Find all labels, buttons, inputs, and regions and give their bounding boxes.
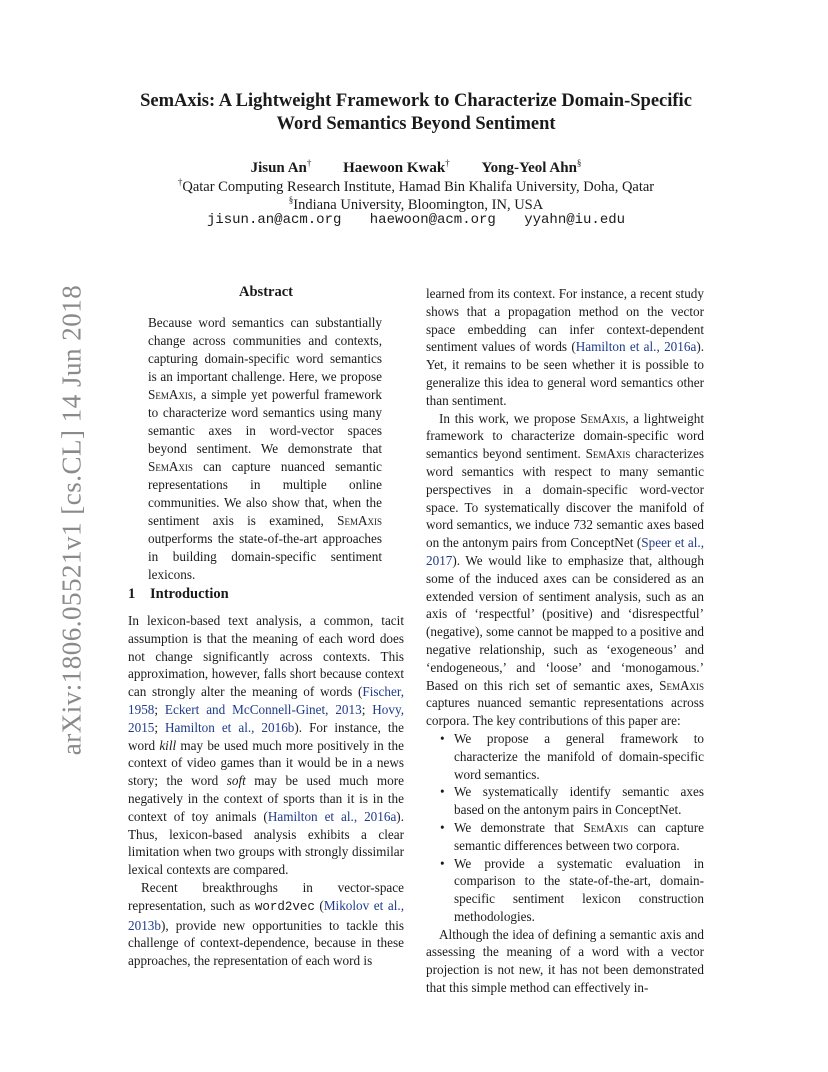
affiliation: †Qatar Computing Research Institute, Hamad Bin Khalifa University, Doha, Qatar [177,177,655,195]
right-column-flow [426,285,704,410]
citation-link[interactable]: Hovy, 2015 [128,701,404,735]
affiliation: §Indiana University, Bloomington, IN, USA [288,195,544,213]
right-column-body [426,285,704,997]
citation-link[interactable]: Mikolov et al., 2013b [128,897,404,933]
list-item: • We propose a general framework to characterize the manifold of domain-specific word semantics. [440,730,704,782]
arxiv-sidebar-stamp [52,284,92,756]
section-number: 1 [128,586,136,602]
title-line-2: Word Semantics Beyond Sentiment [276,114,556,134]
bullet-icon: • [440,855,445,871]
paragraph: In this work, we propose SemAxis, a lightweight framework to characterize domain-specific word semantics beyond sentiment. SemAxis characterizes word semantics with respect to many semantic perspectives in a domain-specific word-vector space. To systematically discover the manifold of word semantics, we induce 732 semantic axes based on the antonym pairs from ConceptNet (Speer et al., 2017). We would like to emphasize that, although some of the induced axes can be considered as an extended version of sentiment analysis, such as an axis of ‘respectful’ (positive) and ‘disrespectful’ (negative), some cannot be mapped to a positive and negative relationship, such as ‘exogeneous’ and ‘endogeneous,’ and ‘loose’ and ‘monogamous.’ Based on this rich set of semantic axes, SemAxis captures nuanced semantic representations across corpora. The key contributions of this paper are: [426,410,704,729]
email: yyahn@iu.edu [524,212,626,228]
contribution-list [426,730,704,926]
citation-link[interactable]: Speer et al., 2017 [426,535,704,568]
email: jisun.an@acm.org [206,212,342,228]
list-item: • We systematically identify semantic axes based on the antonym pairs in ConceptNet. [440,784,704,818]
paragraph: Recent breakthroughs in vector-space representation, such as word2vec (Mikolov et al., 2013b), provide new opportunities to tackle this challenge of context-dependence, because in these approaches, the representation of each word is [128,879,404,969]
paragraph-continued: learned from its context. For instance, a recent study shows that a propagation method on the vector space embedding can infer context-dependent sentiment values of words (Hamilton et al., 2016a). Yet, it remains to be seen whether it is possible to generalize this idea to general word semantics other than sentiment. [426,286,705,408]
title-line-1: SemAxis: A Lightweight Framework to Characterize Domain-Specific [140,91,692,111]
citation-link[interactable]: Fischer, 1958 [128,684,404,717]
bullet-icon: • [440,784,445,800]
arxiv-identifier: arXiv:1806.05521v1 [cs.CL] 14 Jun 2018 [56,284,87,756]
author-list [100,158,732,177]
author-emails [100,212,732,228]
abstract-text: Because word semantics can substantially change across communities and contexts, capturing domain-specific word semantics is an important challenge. Here, we propose SemAxis, a simple yet powerful framework to characterize word semantics using many semantic axes in word-vector spaces beyond sentiment. We demonstrate that SemAxis can capture nuanced semantic representations in multiple online communities. We also show that, when the sentiment axis is examined, SemAxis outperforms the state-of-the-art approaches in building domain-specific sentiment lexicons. [148,315,382,582]
section-heading [128,586,229,603]
author: Jisun An† [250,158,312,176]
paragraph: In lexicon-based text analysis, a common, tacit assumption is that the meaning of each word does not change significantly across contexts. This approximation, however, falls short because context can strongly alter the meaning of words (Fischer, 1958; Eckert and McConnell-Ginet, 2013; Hovy, 2015; Hamilton et al., 2016b). For instance, the word kill may be used much more positively in the context of video games than it would be in a news story; the word soft may be used much more negatively in the context of sports than it is in the context of toy animals (Hamilton et al., 2016a). Thus, lexicon-based analysis exhibits a clear limitation when two groups with strongly dissimilar lexical contexts are compared. [128,613,404,878]
code-term: word2vec [254,899,315,914]
left-column-body [128,612,404,970]
citation-link[interactable]: Hamilton et al., 2016a [267,808,397,824]
list-item: • We provide a systematic evaluation in comparison to the state-of-the-art, domain-specific sentiment lexicon construction methodologies. [440,855,704,924]
author: Haewoon Kwak† [343,158,450,176]
citation-link[interactable]: Hamilton et al., 2016a [575,339,697,355]
paragraph: Although the idea of defining a semantic axis and assessing the meaning of a word with a vector projection is not new, it has not been demonstrated that this simple method can effectively in- [426,926,704,996]
citation-link[interactable]: Eckert and McConnell-Ginet, 2013 [164,701,362,717]
abstract-heading: Abstract [239,284,293,300]
bullet-icon: • [440,819,445,835]
list-item: • We demonstrate that SemAxis can capture semantic differences between two corpora. [440,819,705,853]
section-title: Introduction [150,586,229,602]
bullet-icon: • [440,730,445,746]
paper-title [100,90,732,136]
email: haewoon@acm.org [369,212,496,228]
author: Yong-Yeol Ahn§ [481,158,582,176]
citation-link[interactable]: Hamilton et al., 2016b [165,719,295,735]
